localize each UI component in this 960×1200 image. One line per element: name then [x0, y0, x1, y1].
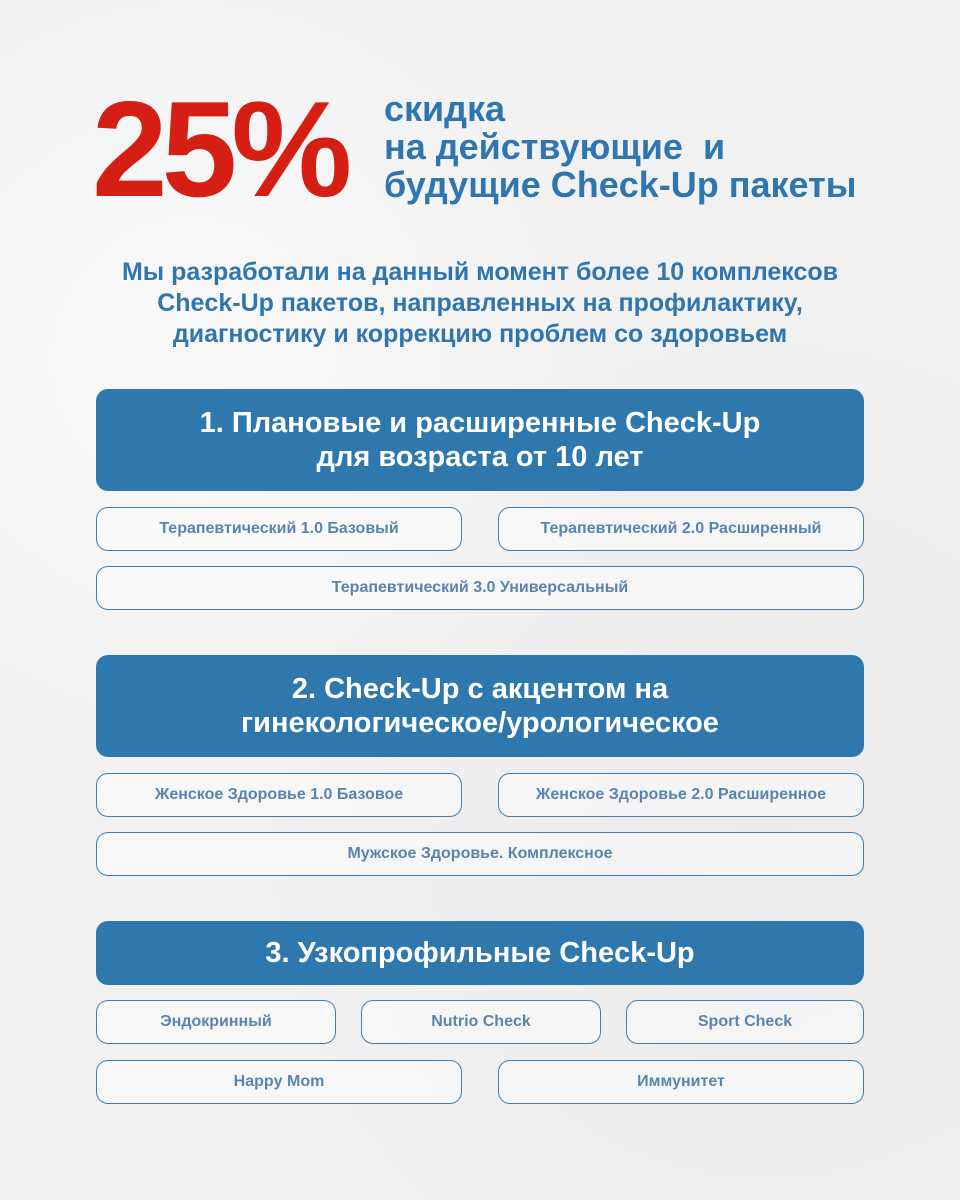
hero-line-2: на действующие и [384, 126, 726, 167]
intro-text [60, 257, 900, 350]
package-mens-health[interactable]: Мужское Здоровье. Комплексное [96, 832, 864, 876]
hero-line-3: будущие Check-Up пакеты [384, 164, 857, 205]
section-2-header [96, 655, 864, 757]
package-immunity[interactable]: Иммунитет [498, 1060, 864, 1104]
discount-value: 25% [92, 73, 347, 225]
section-1-title-line-1: 1. Плановые и расширенные Check-Up [199, 407, 761, 439]
section-2-title-line-2: гинекологическое/урологическое [241, 707, 719, 739]
intro-line-3: диагностику и коррекцию проблем со здоровьем [172, 320, 788, 348]
package-therapeutic-2-0[interactable]: Терапевтический 2.0 Расширенный [498, 507, 864, 551]
intro-line-1: Мы разработали на данный момент более 10 комплексов [121, 258, 839, 286]
package-endocrine[interactable]: Эндокринный [96, 1000, 336, 1044]
hero [92, 73, 892, 225]
hero-line-1: скидка [384, 88, 506, 129]
package-sport-check[interactable]: Sport Check [626, 1000, 864, 1044]
package-therapeutic-3-0[interactable]: Терапевтический 3.0 Универсальный [96, 566, 864, 610]
package-womens-health-1-0[interactable]: Женское Здоровье 1.0 Базовое [96, 773, 462, 817]
package-womens-health-2-0[interactable]: Женское Здоровье 2.0 Расширенное [498, 773, 864, 817]
section-1-title-line-2: для возраста от 10 лет [316, 441, 644, 473]
section-3-header [96, 921, 864, 985]
package-therapeutic-1-0[interactable]: Терапевтический 1.0 Базовый [96, 507, 462, 551]
package-happy-mom[interactable]: Happy Mom [96, 1060, 462, 1104]
section-2-title-line-1: 2. Check-Up с акцентом на [291, 673, 669, 705]
section-1-header [96, 389, 864, 491]
intro-line-2: Check-Up пакетов, направленных на профилактику, [157, 289, 803, 317]
discount-description [384, 90, 884, 204]
package-nutrio-check[interactable]: Nutrio Check [361, 1000, 601, 1044]
section-3-title: 3. Узкопрофильные Check-Up [265, 937, 695, 969]
